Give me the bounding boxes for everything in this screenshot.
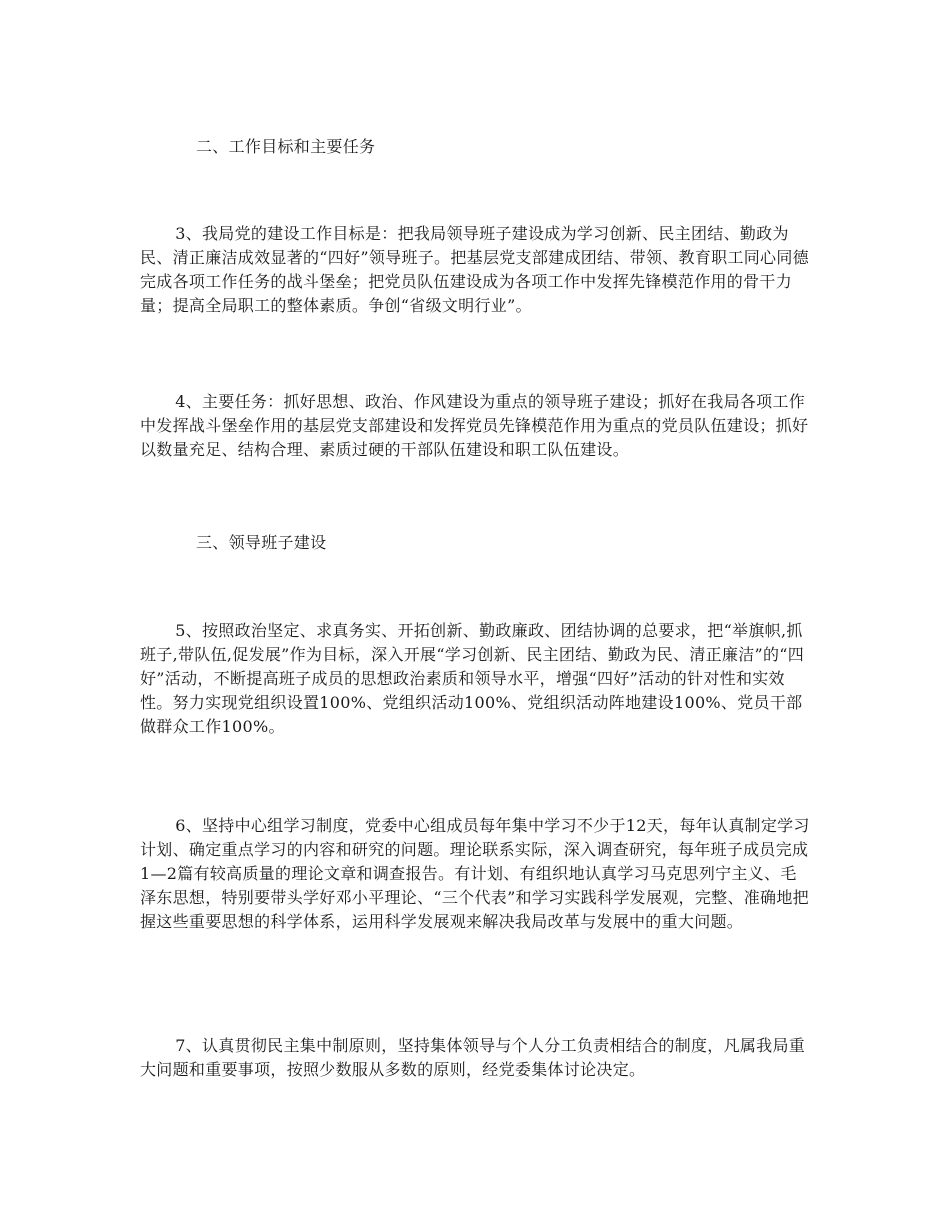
section-heading-goals: 二、工作目标和主要任务 (196, 137, 376, 156)
paragraph-3: 3、我局党的建设工作目标是：把我局领导班子建设成为学习创新、民主团结、勤政为民、清正廉洁成效显著的“四好”领导班子。把基层党支部建成团结、带领、教育职工同心同德完成各项工作任务的战斗堡垒；把党员队伍建设成为各项工作中发挥先锋模范作用的骨干力量；提高全局职工的整体素质。争创“省级文明行业”。 (140, 224, 809, 315)
paragraph-5: 5、按照政治坚定、求真务实、开拓创新、勤政廉政、团结协调的总要求，把“举旗帜,抓班子,带队伍,促发展”作为目标，深入开展“学习创新、民主团结、勤政为民、清正廉洁”的“四好”活动，不断提高班子成员的思想政治素质和领导水平，增强“四好”活动的针对性和实效性。努力实现党组织设置100%、党组织活动100%、党组织活动阵地建设100%、党员干部做群众工作100%。 (140, 621, 805, 736)
paragraph-6: 6、坚持中心组学习制度，党委中心组成员每年集中学习不少于12天，每年认真制定学习计划、确定重点学习的内容和研究的问题。理论联系实际，深入调查研究，每年班子成员完成1—2篇有较高质量的理论文章和调查报告。有计划、有组织地认真学习马克思列宁主义、毛泽东思想，特别要带头学好邓小平理论、“三个代表”和学习实践科学发展观，完整、准确地把握这些重要思想的科学体系，运用科学发展观来解决我局改革与发展中的重大问题。 (140, 816, 810, 931)
section-heading-leadership: 三、领导班子建设 (196, 533, 327, 552)
paragraph-4: 4、主要任务：抓好思想、政治、作风建设为重点的领导班子建设；抓好在我局各项工作中发挥战斗堡垒作用的基层党支部建设和发挥党员先锋模范作用为重点的党员队伍建设；抓好以数量充足、结构合理、素质过硬的干部队伍建设和职工队伍建设。 (140, 392, 809, 459)
paragraph-7: 7、认真贯彻民主集中制原则，坚持集体领导与个人分工负责相结合的制度，凡属我局重大问题和重要事项，按照少数服从多数的原则，经党委集体讨论决定。 (140, 1036, 806, 1079)
